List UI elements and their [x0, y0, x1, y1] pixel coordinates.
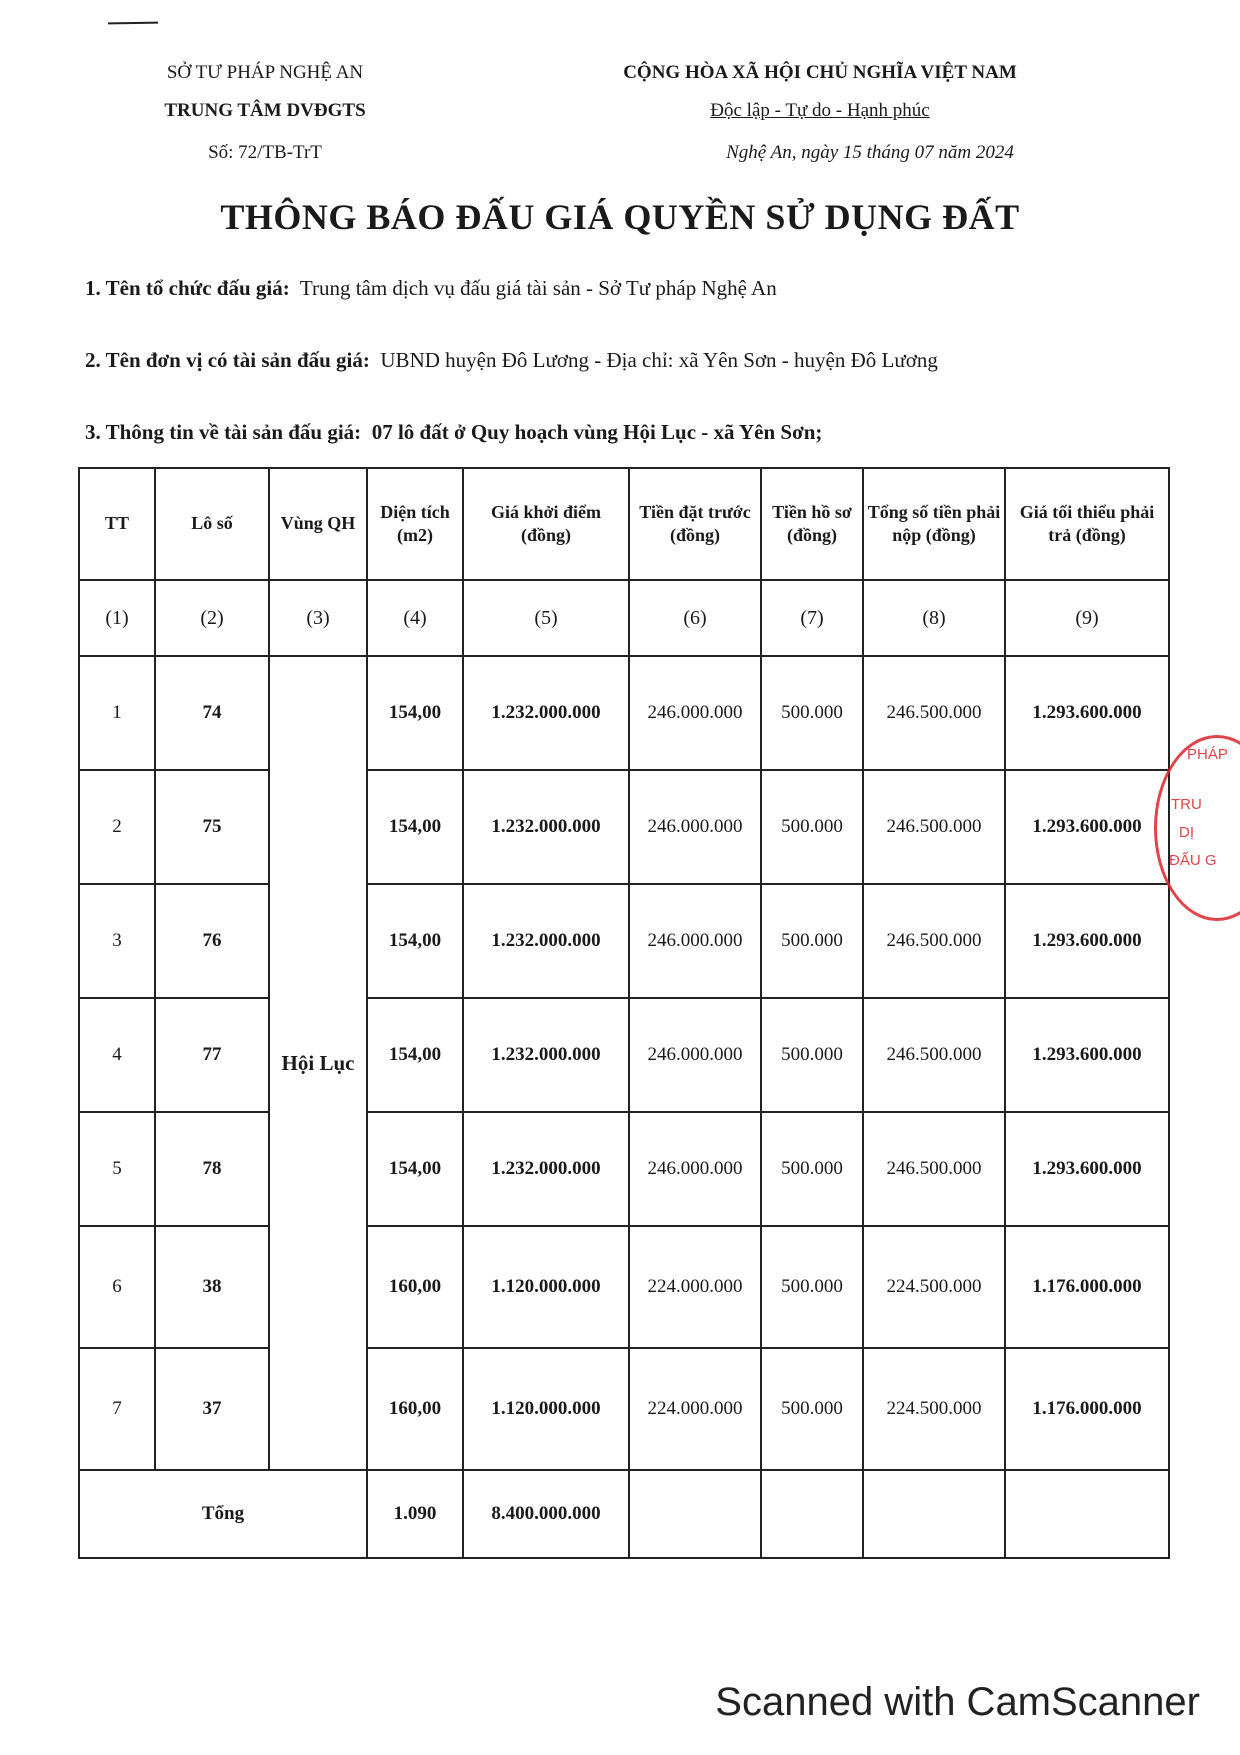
- table-row: [79, 1226, 1169, 1348]
- index-cell: (8): [863, 580, 1005, 656]
- index-cell: (2): [155, 580, 269, 656]
- header-row: [79, 468, 1169, 580]
- info-item-organizer: [85, 276, 1185, 301]
- cell-min-price: 1.293.600.000: [1005, 770, 1169, 884]
- date-line: Nghệ An, ngày 15 tháng 07 năm 2024: [726, 142, 1014, 163]
- cell-tt: 7: [79, 1348, 155, 1470]
- cell-deposit: 224.000.000: [629, 1348, 761, 1470]
- empty-cell: [863, 1470, 1005, 1558]
- index-cell: (4): [367, 580, 463, 656]
- cell-lot: 77: [155, 998, 269, 1112]
- cell-start-price: 1.232.000.000: [463, 884, 629, 998]
- cell-start-price: 1.232.000.000: [463, 770, 629, 884]
- scanner-watermark: Scanned with CamScanner: [715, 1680, 1200, 1724]
- cell-min-price: 1.293.600.000: [1005, 1112, 1169, 1226]
- index-row: [79, 580, 1169, 656]
- cell-fee: 500.000: [761, 884, 863, 998]
- cell-total-pay: 246.500.000: [863, 1112, 1005, 1226]
- cell-tt: 4: [79, 998, 155, 1112]
- cell-min-price: 1.176.000.000: [1005, 1226, 1169, 1348]
- col-header-zone: Vùng QH: [269, 468, 367, 580]
- cell-total-pay: 224.500.000: [863, 1226, 1005, 1348]
- cell-min-price: 1.293.600.000: [1005, 656, 1169, 770]
- cell-total-pay: 224.500.000: [863, 1348, 1005, 1470]
- cell-area: 154,00: [367, 998, 463, 1112]
- document-number: Số: 72/TB-TrT: [208, 142, 322, 163]
- cell-deposit: 246.000.000: [629, 998, 761, 1112]
- index-cell: (1): [79, 580, 155, 656]
- table-row: [79, 884, 1169, 998]
- cell-lot: 74: [155, 656, 269, 770]
- auction-table: [78, 467, 1170, 1559]
- info-item-asset: [85, 420, 1185, 445]
- empty-cell: [761, 1470, 863, 1558]
- index-cell: (6): [629, 580, 761, 656]
- center-name: TRUNG TÂM DVĐGTS: [164, 100, 366, 121]
- document-title: THÔNG BÁO ĐẤU GIÁ QUYỀN SỬ DỤNG ĐẤT: [220, 197, 1020, 237]
- cell-total-pay: 246.500.000: [863, 884, 1005, 998]
- cell-area: 160,00: [367, 1226, 463, 1348]
- cell-area: 154,00: [367, 656, 463, 770]
- cell-area: 160,00: [367, 1348, 463, 1470]
- col-header-start-price: Giá khởi điểm (đồng): [463, 468, 629, 580]
- table-row: [79, 770, 1169, 884]
- col-header-area: Diện tích (m2): [367, 468, 463, 580]
- cell-area: 154,00: [367, 770, 463, 884]
- info-label: 3. Thông tin về tài sản đấu giá:: [85, 420, 362, 444]
- table-row: [79, 998, 1169, 1112]
- national-title: CỘNG HÒA XÃ HỘI CHỦ NGHĨA VIỆT NAM: [623, 62, 1017, 83]
- table-row: [79, 1112, 1169, 1226]
- cell-start-price: 1.232.000.000: [463, 656, 629, 770]
- cell-lot: 38: [155, 1226, 269, 1348]
- index-cell: (7): [761, 580, 863, 656]
- cell-lot: 76: [155, 884, 269, 998]
- table-row: [79, 1348, 1169, 1470]
- stamp-text: PHÁP: [1187, 746, 1228, 763]
- cell-area: 154,00: [367, 1112, 463, 1226]
- col-header-lot: Lô số: [155, 468, 269, 580]
- col-header-tt: TT: [79, 468, 155, 580]
- cell-lot: 37: [155, 1348, 269, 1470]
- cell-tt: 6: [79, 1226, 155, 1348]
- cell-zone: Hội Lục: [269, 656, 367, 1470]
- cell-fee: 500.000: [761, 1348, 863, 1470]
- total-label: Tổng: [79, 1470, 367, 1558]
- cell-start-price: 1.120.000.000: [463, 1226, 629, 1348]
- info-label: 2. Tên đơn vị có tài sản đấu giá:: [85, 348, 370, 372]
- cell-area: 154,00: [367, 884, 463, 998]
- cell-start-price: 1.232.000.000: [463, 998, 629, 1112]
- info-item-owner: [85, 348, 1185, 373]
- info-label: 1. Tên tổ chức đấu giá:: [85, 276, 290, 300]
- cell-deposit: 246.000.000: [629, 656, 761, 770]
- empty-cell: [629, 1470, 761, 1558]
- cell-total-pay: 246.500.000: [863, 998, 1005, 1112]
- cell-fee: 500.000: [761, 1112, 863, 1226]
- index-cell: (9): [1005, 580, 1169, 656]
- cell-start-price: 1.232.000.000: [463, 1112, 629, 1226]
- col-header-deposit: Tiền đặt trước (đồng): [629, 468, 761, 580]
- col-header-min-price: Giá tối thiểu phải trả (đồng): [1005, 468, 1169, 580]
- cell-lot: 75: [155, 770, 269, 884]
- agency-name: SỞ TƯ PHÁP NGHỆ AN: [166, 62, 364, 83]
- cell-fee: 500.000: [761, 656, 863, 770]
- cell-deposit: 246.000.000: [629, 1112, 761, 1226]
- total-area: 1.090: [367, 1470, 463, 1558]
- national-motto: Độc lập - Tự do - Hạnh phúc: [710, 100, 930, 121]
- cell-min-price: 1.176.000.000: [1005, 1348, 1169, 1470]
- cell-tt: 5: [79, 1112, 155, 1226]
- cell-deposit: 246.000.000: [629, 770, 761, 884]
- cell-min-price: 1.293.600.000: [1005, 998, 1169, 1112]
- cell-fee: 500.000: [761, 1226, 863, 1348]
- empty-cell: [1005, 1470, 1169, 1558]
- index-cell: (3): [269, 580, 367, 656]
- stamp-text: ĐẤU G: [1169, 852, 1217, 869]
- cell-total-pay: 246.500.000: [863, 656, 1005, 770]
- col-header-total-pay: Tổng số tiền phải nộp (đồng): [863, 468, 1005, 580]
- cell-lot: 78: [155, 1112, 269, 1226]
- cell-fee: 500.000: [761, 998, 863, 1112]
- table-row: [79, 656, 1169, 770]
- index-cell: (5): [463, 580, 629, 656]
- total-start-price: 8.400.000.000: [463, 1470, 629, 1558]
- cell-start-price: 1.120.000.000: [463, 1348, 629, 1470]
- info-value: Trung tâm dịch vụ đấu giá tài sản - Sở Tư pháp Nghệ An: [299, 276, 777, 300]
- info-value: 07 lô đất ở Quy hoạch vùng Hội Lục - xã Yên Sơn;: [371, 420, 823, 444]
- total-row: [79, 1470, 1169, 1558]
- cell-fee: 500.000: [761, 770, 863, 884]
- cell-min-price: 1.293.600.000: [1005, 884, 1169, 998]
- cell-total-pay: 246.500.000: [863, 770, 1005, 884]
- col-header-fee: Tiền hồ sơ (đồng): [761, 468, 863, 580]
- cell-tt: 2: [79, 770, 155, 884]
- stamp-text: DỊ: [1179, 824, 1194, 841]
- pen-mark: [108, 22, 158, 25]
- cell-deposit: 224.000.000: [629, 1226, 761, 1348]
- info-value: UBND huyện Đô Lương - Địa chỉ: xã Yên Sơn - huyện Đô Lương: [380, 348, 938, 372]
- cell-tt: 3: [79, 884, 155, 998]
- cell-deposit: 246.000.000: [629, 884, 761, 998]
- cell-tt: 1: [79, 656, 155, 770]
- stamp-text: TRU: [1171, 796, 1202, 813]
